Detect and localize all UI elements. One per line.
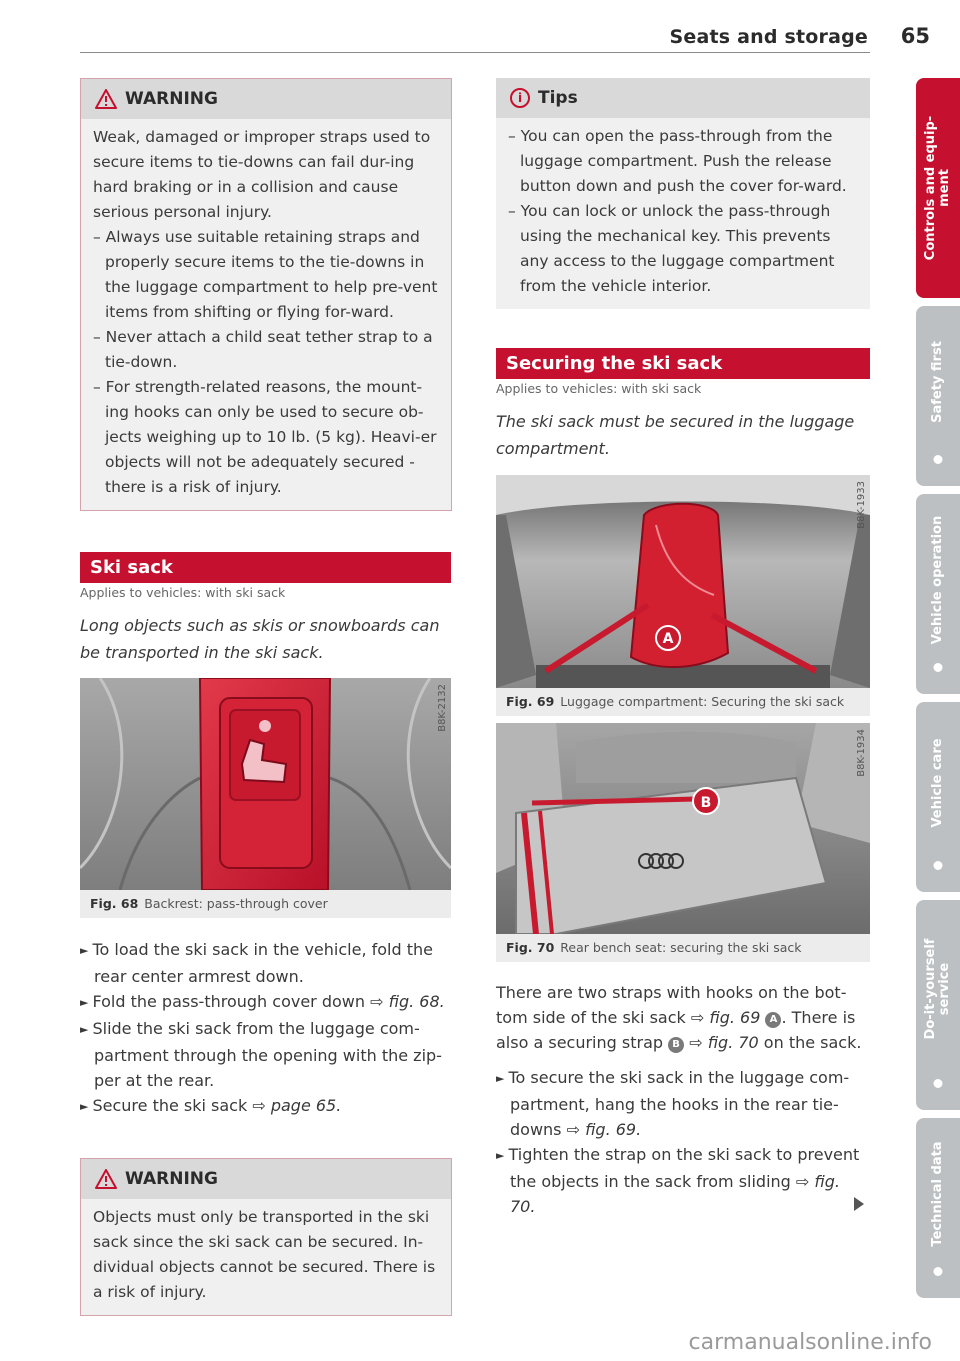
figure-caption-text: Luggage compartment: Securing the ski sack [560, 694, 845, 709]
warning-item: – Always use suitable retaining straps and properly secure items to the tie-downs in the luggage compartment to help pre-vent items from shifting or flying for-ward. [93, 228, 438, 321]
tab-dot [934, 663, 943, 672]
tab-label: Safety first [930, 341, 945, 423]
warning-text: Objects must only be transported in the ski sack since the ski sack can be secured. In-dividual objects cannot be secured. There is a risk of injury. [93, 1208, 436, 1301]
tip-item: – You can open the pass-through from the luggage compartment. Push the release button down and push the cover for-ward. [508, 127, 847, 195]
marker-a: A [662, 631, 674, 647]
tab-label [924, 939, 952, 1040]
figure-number: Fig. 70 [506, 940, 555, 955]
section-intro: Long objects such as skis or snowboards can be transported in the ski sack. [80, 616, 440, 662]
warning-item: – For strength-related reasons, the mount-ing hooks can only be used to secure ob-jects weighing up to 10 lb. (5 kg). Heavi-er objects will not be adequately secured - there is a risk of injury. [93, 378, 437, 496]
tab-controls-and-equipment[interactable] [916, 78, 960, 298]
section-title: Seats and storage [669, 26, 868, 48]
figure-link[interactable]: ⇨ fig. 70 [689, 1033, 759, 1052]
step-text: Tighten the strap on the ski sack to prevent the objects in the sack from sliding [508, 1145, 860, 1191]
warning-triangle-icon [95, 1169, 117, 1189]
figure-69-luggage-compartment [496, 475, 870, 688]
warning-title: WARNING [125, 89, 218, 109]
figure-code: B8K-1934 [856, 729, 867, 777]
step-text: Slide the ski sack from the luggage com-partment through the opening with the zip-per at the rear. [92, 1019, 442, 1090]
figure-code: B8K-2132 [437, 684, 448, 732]
figure-link[interactable]: ⇨ fig. 69. [566, 1120, 642, 1139]
warning-box-straps [80, 78, 452, 511]
tip-item: – You can lock or unlock the pass-through using the mechanical key. This prevents any access to the luggage compartment from the vehicle interior. [508, 202, 835, 295]
step-item [496, 1142, 870, 1219]
tab-dot [934, 455, 943, 464]
figure-68-pass-through-cover [80, 678, 451, 890]
securing-description [496, 980, 870, 1219]
figure-caption-text: Backrest: pass-through cover [144, 896, 328, 911]
step-text: Fold the pass-through cover down [92, 992, 371, 1011]
figure-link[interactable]: ⇨ fig. 69 [690, 1008, 761, 1027]
tips-box [496, 78, 870, 309]
figure-link[interactable]: ⇨ fig. 70. [510, 1172, 840, 1216]
applies-to-note: Applies to vehicles: with ski sack [80, 585, 286, 600]
step-text: To load the ski sack in the vehicle, fold the rear center armrest down. [92, 940, 433, 986]
tab-safety-first[interactable] [916, 306, 960, 486]
tab-do-it-yourself-service[interactable] [916, 900, 960, 1110]
section-intro: The ski sack must be secured in the luggage compartment. [496, 412, 855, 458]
warning-body [81, 1199, 451, 1315]
figure-number: Fig. 68 [90, 896, 139, 911]
figure-number: Fig. 69 [506, 694, 555, 709]
tips-body [496, 118, 870, 309]
ski-sack-steps [80, 937, 452, 1120]
tab-vehicle-operation[interactable] [916, 494, 960, 694]
figure-link[interactable]: ⇨ fig. 68. [370, 992, 445, 1011]
step-item [496, 1065, 870, 1142]
step-item [80, 937, 452, 989]
step-text: To secure the ski sack in the luggage com-partment, hang the hooks in the rear tie-downs [508, 1068, 850, 1139]
continue-arrow-icon [854, 1197, 864, 1211]
tab-label: Technical data [930, 1141, 945, 1247]
info-icon: i [510, 88, 530, 108]
backrest-illustration [80, 678, 451, 890]
tab-label: Vehicle operation [930, 515, 945, 645]
step-text: Secure the ski sack [92, 1096, 253, 1115]
warning-header [81, 79, 451, 119]
tab-dot [934, 1079, 943, 1088]
warning-title: WARNING [125, 1169, 218, 1189]
tips-title: Tips [538, 88, 578, 108]
warning-header [81, 1159, 451, 1199]
warning-box-ski-sack [80, 1158, 452, 1316]
section-heading-ski-sack: Ski sack [80, 552, 451, 583]
tab-label: ment [937, 169, 952, 207]
marker-a-badge: A [765, 1012, 781, 1028]
rear-bench-illustration [496, 723, 870, 934]
page-link[interactable]: ⇨ page 65. [252, 1096, 342, 1115]
luggage-compartment-illustration [496, 475, 870, 688]
figure-caption-text: Rear bench seat: securing the ski sack [560, 940, 802, 955]
paragraph-text: There are two straps with hooks on the bot-tom side of the ski sack [496, 983, 847, 1027]
warning-item: – Never attach a child seat tether strap to a tie-down. [93, 328, 433, 371]
warning-triangle-icon [95, 89, 117, 109]
figure-68-caption [80, 890, 451, 918]
figure-70-caption [496, 934, 870, 962]
header-rule [80, 52, 870, 53]
paragraph-text: on the sack. [758, 1033, 862, 1052]
figure-69-caption [496, 688, 870, 716]
marker-b: B [700, 795, 712, 811]
figure-code: B8K-1933 [856, 481, 867, 529]
tab-dot [934, 1267, 943, 1276]
tab-technical-data[interactable] [916, 1118, 960, 1298]
tab-vehicle-care[interactable] [916, 702, 960, 892]
tab-label: service [937, 962, 952, 1016]
step-item [80, 1093, 452, 1120]
tips-header [496, 78, 870, 118]
watermark: carmanualsonline.info [688, 1330, 932, 1355]
section-heading-securing-ski-sack: Securing the ski sack [496, 348, 870, 379]
tab-label: Controls and equip- [923, 115, 938, 261]
step-item [80, 1016, 452, 1093]
marker-b-badge: B [668, 1037, 684, 1053]
figure-70-rear-bench-seat [496, 723, 870, 934]
step-item [80, 989, 452, 1016]
tab-label: Do-it-yourself [923, 938, 938, 1040]
paragraph-text: . There is also a securing strap [496, 1008, 856, 1052]
page-number: 65 [900, 24, 930, 48]
tab-label: Vehicle care [930, 738, 945, 828]
warning-text: Weak, damaged or improper straps used to secure items to tie-downs can fail dur-ing hard braking or in a collision and cause serious personal injury. [93, 128, 431, 221]
applies-to-note: Applies to vehicles: with ski sack [496, 381, 702, 396]
warning-body [81, 119, 451, 510]
tab-dot [934, 861, 943, 870]
securing-paragraph [496, 980, 870, 1055]
